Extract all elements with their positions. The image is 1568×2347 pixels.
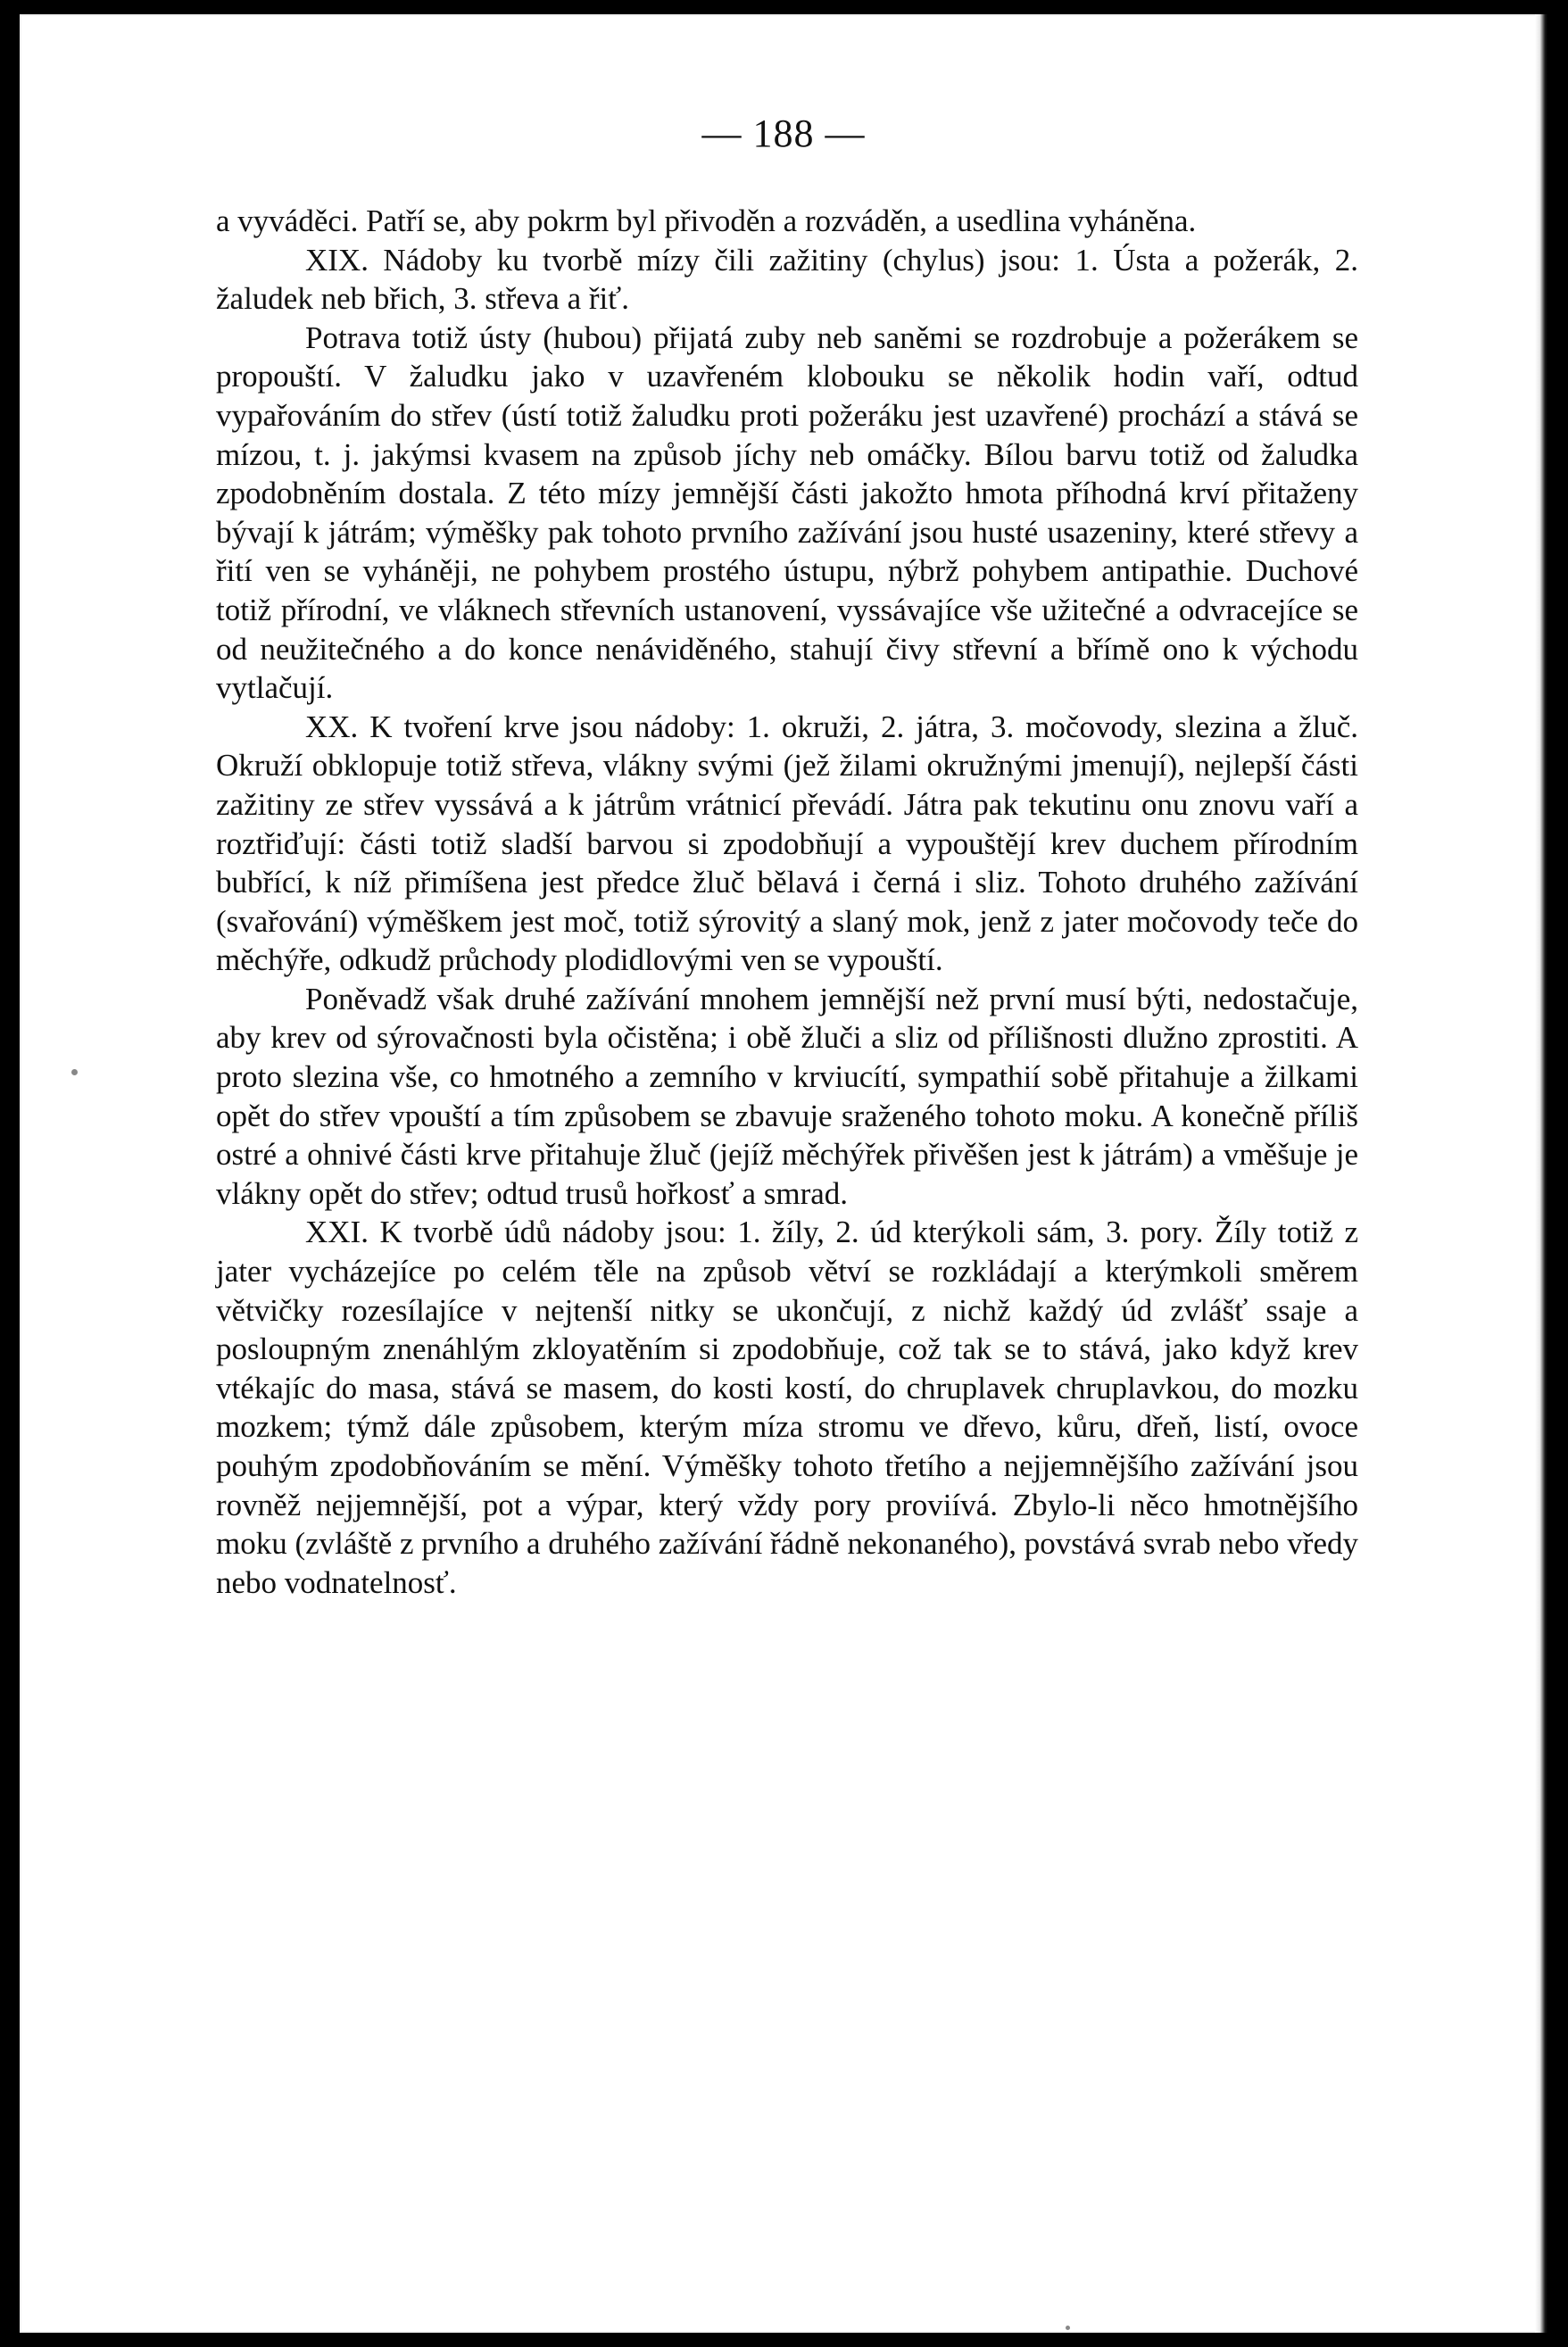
paragraph-6: XXI. K tvorbě údů nádoby jsou: 1. žíly, 2. úd kterýkoli sám, 3. pory. Žíly totiž z jater vycházejíce po celém těle na způsob větví se rozkládají a kterýmkoli směrem větvičky rozesílajíce v nejtenší nitky se ukončují, z nichž každý úd zvlášť ssaje a posloupným znenáhlým zkloyatěním si zpodobňuje, což tak se to stává, jako když krev vtékajíc do masa, stává se masem, do kosti kostí, do chruplavek chruplavkou, do mozku mozkem; týmž dále způsobem, kterým míza stromu ve dřevo, kůru, dřeň, listí, ovoce pouhým zpodobňováním se mění. Výměšky tohoto třetího a nejjemnějšího zažívání jsou rovněž nejjemnější, pot a výpar, který vždy pory proviívá. Zbylo-li něco hmotnějšího moku (zvláště z prvního a druhého zažívání řádně nekonaného), povstává svrab nebo vředy nebo vodnatelnosť.	[216, 1215, 1358, 1600]
page-number: — 188 —	[701, 112, 866, 155]
book-page	[20, 14, 1547, 2333]
paragraph-4: XX. K tvoření krve jsou nádoby: 1. okruži, 2. játra, 3. močovody, slezina a žluč. Okruží obklopuje totiž střeva, vlákny svými (jež žilami okružnými jmenují), nejlepší části zažitiny ze střev vyssává a k játrům vrátnicí převádí. Játra pak tekutinu onu znovu vaří a roztřiďují: části totiž sladší barvou si zpodobňují a vypouštějí krev duchem přírodním bubřící, k níž přimíšena jest předce žluč bělavá i černá i sliz. Tohoto druhého zažívání (svařování) výměškem jest moč, totiž sýrovitý a slaný mok, jenž z jater močovody teče do měchýře, odkudž průchody plodidlovými ven se vypouští.	[216, 709, 1358, 978]
paper-speck	[1066, 2326, 1070, 2330]
paragraph-3: Potrava totiž ústy (hubou) přijatá zuby neb saněmi se rozdrobuje a požerákem se propouští. V žaludku jako v uzavřeném klobouku se několik hodin vaří, odtud vypařováním do střev (ústí totiž žaludku proti požeráku jest uzavřené) prochází a stává se mízou, t. j. jakýmsi kvasem na způsob jíchy neb omáčky. Bílou barvu totiž od žaludka zpodobněním dostala. Z této mízy jemnější části jakožto hmota příhodná krví přitaženy bývají k játrám; výměšky pak tohoto prvního zažívání jsou husté usazeniny, které střevy a řití ven se vyháněji, ne pohybem prostého ústupu, nýbrž pohybem antipathie. Duchové totiž přírodní, ve vláknech střevních ustanovení, vyssávajíce vše užitečné a odvracejíce se od neužitečného a do konce nenáviděného, stahují čivy střevní a břímě ono k východu vytlačují.	[216, 319, 1358, 706]
page-edge-shadow	[1535, 14, 1547, 2333]
paragraph-5: Poněvadž však druhé zažívání mnohem jemnější než první musí býti, nedostačuje, aby krev od sýrovačnosti byla očistěna; i obě žluči a sliz od přílišnosti dlužno zprostiti. A proto slezina vše, co hmotného a zemního v krviucítí, sympathií sobě přitahuje a žilkami opět do střev vpouští a tím způsobem se zbavuje sraženého tohoto moku. A konečně příliš ostré a ohnivé části krve přitahuje žluč (jejíž měchýřek přivěšen jest k játrám) a vměšuje je vlákny opět do střev; odtud trusů hořkosť a smrad.	[216, 981, 1358, 1211]
paragraph-1: a vyváděci. Patří se, aby pokrm byl přivoděn a rozváděn, a usedlina vyháněna.	[216, 203, 1197, 238]
body-text	[216, 202, 1358, 1602]
paragraph-2: XIX. Nádoby ku tvorbě mízy čili zažitiny (chylus) jsou: 1. Ústa a požerák, 2. žaludek neb břich, 3. střeva a řiť.	[216, 242, 1358, 317]
paper-speck	[71, 1069, 78, 1075]
